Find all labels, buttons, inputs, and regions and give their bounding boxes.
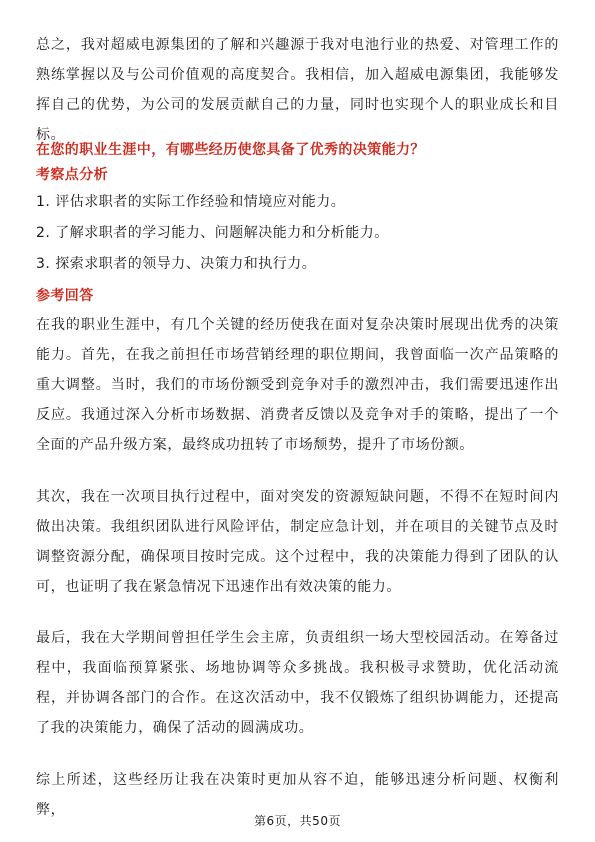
answer-paragraph: 在我的职业生涯中，有几个关键的经历使我在面对复杂决策时展现出优秀的决策能力。首先，在我之前担任市场营销经理的职位期间，我曾面临一次产品策略的重大调整。当时，我们的市场份额受到竞争对手的激烈冲击，我们需要迅速作出反应。我通过深入分析市场数据、消费者反馈以及竞争对手的策略，提出了一个全面的产品升级方案，最终成功扭转了市场颓势，提升了市场份额。 <box>36 317 559 453</box>
intro-conclusion-paragraph: 总之，我对超威电源集团的了解和兴趣源于我对电池行业的热爱、对管理工作的熟练掌握以及与公司价值观的高度契合。我相信，加入超威电源集团，我能够发挥自己的优势，为公司的发展贡献自己的力量，同时也实现个人的职业成长和目标。 <box>36 37 559 143</box>
page-number-footer: 第6页，共50页 <box>254 814 341 828</box>
analysis-item: 1. 评估求职者的实际工作经验和情境应对能力。 <box>36 194 346 210</box>
interview-question: 在您的职业生涯中，有哪些经历使您具备了优秀的决策能力？ <box>36 142 425 158</box>
analysis-item: 3. 探索求职者的领导力、决策力和执行力。 <box>36 256 317 272</box>
answer-paragraph: 其次，我在一次项目执行过程中，面对突发的资源短缺问题，不得不在短时间内做出决策。我组织团队进行风险评估，制定应急计划，并在项目的关键节点及时调整资源分配，确保项目按时完成。这个过程中，我的决策能力得到了团队的认可，也证明了我在紧急情况下迅速作出有效决策的能力。 <box>36 489 559 595</box>
answer-heading: 参考回答 <box>36 288 94 304</box>
answer-paragraph: 最后，我在大学期间曾担任学生会主席，负责组织一场大型校园活动。在筹备过程中，我面临预算紧张、场地协调等众多挑战。我积极寻求赞助，优化活动流程，并协调各部门的合作。在这次活动中，我不仅锻炼了组织协调能力，还提高了我的决策能力，确保了活动的圆满成功。 <box>36 630 559 736</box>
analysis-item: 2. 了解求职者的学习能力、问题解决能力和分析能力。 <box>36 225 389 241</box>
analysis-heading: 考察点分析 <box>36 167 108 183</box>
answer-paragraph: 综上所述，这些经历让我在决策时更加从容不迫，能够迅速分析问题、权衡利弊， <box>36 772 559 818</box>
